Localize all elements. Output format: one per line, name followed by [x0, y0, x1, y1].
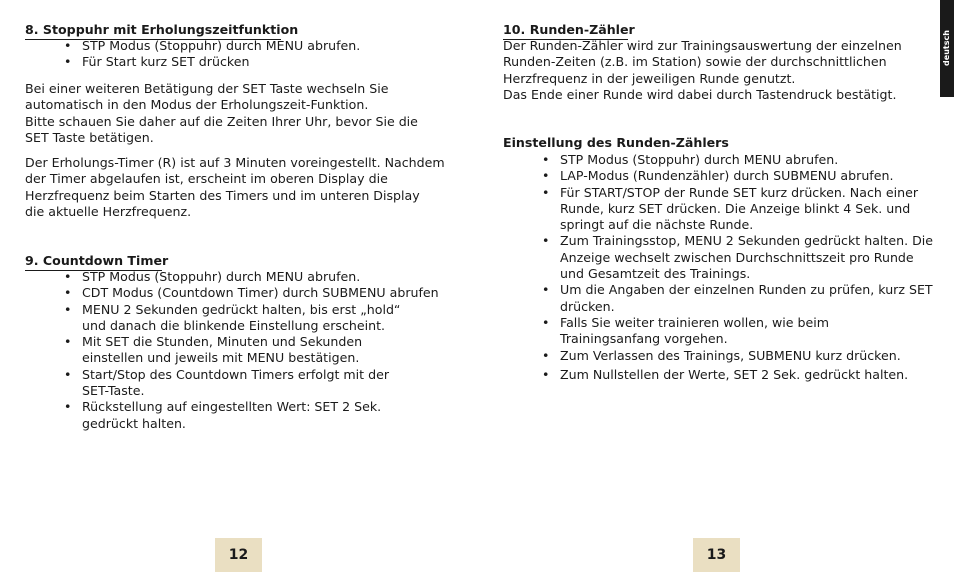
section-9-bullets: [64, 269, 460, 432]
list-item: • Falls Sie weiter trainieren wollen, wie beim Trainingsanfang vorgehen.: [542, 315, 860, 348]
section-10-heading: 10. Runden-Zähler: [503, 22, 635, 38]
page-number: 12: [215, 538, 262, 572]
list-item: • Um die Angaben der einzelnen Runden zu prüfen, kurz SET drücken.: [542, 282, 940, 315]
list-item: • Zum Nullstellen der Werte, SET 2 Sek. gedrückt halten.: [542, 367, 934, 383]
list-item: • STP Modus (Stoppuhr) durch MENU abrufen.: [542, 152, 934, 168]
section-8-paragraph-2: Der Erholungs-Timer (R) ist auf 3 Minuten voreingestellt. Nachdem der Timer abgelaufen ist, erscheint im oberen Display die Herzfrequenz beim Starten des Timers und im unteren Display die aktuelle Herzfrequenz.: [25, 155, 445, 219]
list-item: • STP Modus (Stoppuhr) durch MENU abrufen.: [64, 269, 460, 285]
list-item: • Für START/STOP der Runde SET kurz drücken. Nach einer Runde, kurz SET drücken. Die Anzeige blinkt 4 Sek. und springt auf die nächste Runde.: [542, 185, 952, 234]
list-item: • STP Modus (Stoppuhr) durch MENU abrufen.: [64, 38, 444, 54]
list-item: • MENU 2 Sekunden gedrückt halten, bis erst „hold“ und danach die blinkende Einstellung erscheint.: [64, 302, 422, 335]
list-item: • Start/Stop des Countdown Timers erfolgt mit der SET-Taste.: [64, 367, 402, 400]
list-item: • Mit SET die Stunden, Minuten und Sekunden einstellen und jeweils mit MENU bestätigen.: [64, 334, 422, 367]
language-tab: [940, 0, 954, 97]
list-item: • LAP-Modus (Rundenzähler) durch SUBMENU abrufen.: [542, 168, 934, 184]
list-item: • CDT Modus (Countdown Timer) durch SUBMENU abrufen: [64, 285, 460, 301]
list-item: • Zum Trainingsstop, MENU 2 Sekunden gedrückt halten. Die Anzeige wechselt zwischen Durchschnittszeit pro Runde und Gesamtzeit des Trainings.: [542, 233, 940, 282]
section-8-bullets: [64, 38, 444, 71]
list-item: • Zum Verlassen des Trainings, SUBMENU kurz drücken.: [542, 348, 934, 364]
section-10-bullets: [542, 152, 934, 383]
section-8-paragraph-1: Bei einer weiteren Betätigung der SET Taste wechseln Sie automatisch in den Modus der Erholungszeit-Funktion. Bitte schauen Sie daher auf die Zeiten Ihrer Uhr, bevor Sie die SET Taste betätigen.: [25, 81, 418, 145]
subheading: Einstellung des Runden-Zählers: [503, 135, 729, 150]
section-10-paragraph: Der Runden-Zähler wird zur Trainingsauswertung der einzelnen Runden-Zeiten (z.B. im Station) sowie der durchschnittlichen Herzfrequenz in der jeweiligen Runde genutzt. Das Ende einer Runde wird dabei durch Tastendruck bestätigt.: [503, 38, 902, 102]
list-item: • Für Start kurz SET drücken: [64, 54, 444, 70]
page-number: 13: [693, 538, 740, 572]
language-label: deutsch: [942, 30, 951, 66]
list-item: • Rückstellung auf eingestellten Wert: SET 2 Sek. gedrückt halten.: [64, 399, 392, 432]
section-8-heading: 8. Stoppuhr mit Erholungszeitfunktion: [25, 22, 298, 38]
section-9-heading: 9. Countdown Timer: [25, 253, 168, 269]
